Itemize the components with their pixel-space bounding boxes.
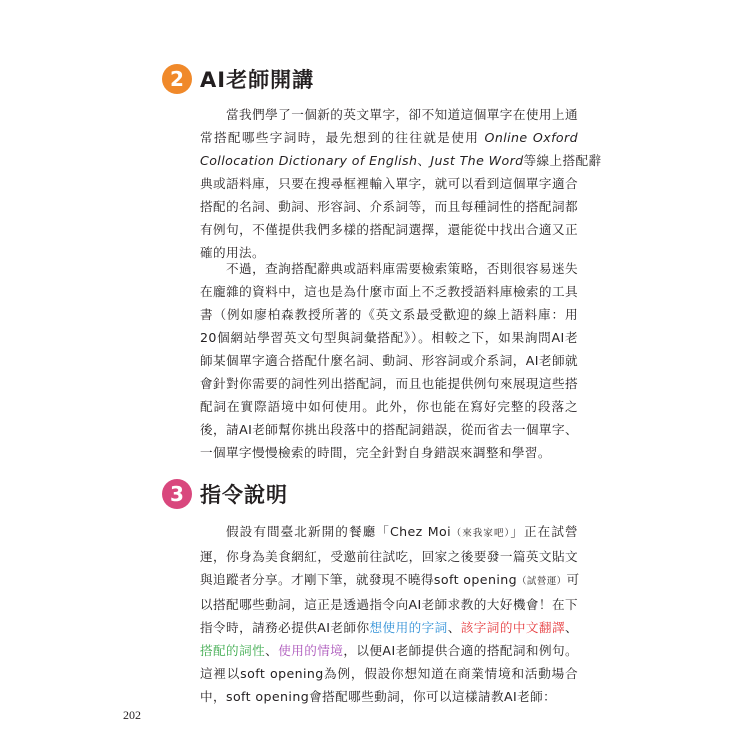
text-line: 後，請AI老師幫你挑出段落中的搭配詞錯誤，從而省去一個單字、 xyxy=(200,422,578,437)
text-line: Collocation Dictionary of English、Just The Word等線上搭配辭 xyxy=(200,153,602,168)
text-line: 假設有間臺北新開的餐廳「Chez Moi（來我家吧）」正在試營 xyxy=(226,524,578,539)
paragraph-1 xyxy=(200,103,602,264)
highlight-context: 使用的情境 xyxy=(278,643,344,658)
page-number: 202 xyxy=(123,708,141,722)
text-line: 當我們學了一個新的英文單字，卻不知道這個單字在使用上通 xyxy=(226,107,578,122)
text-line: 書（例如廖柏森教授所著的《英文系最受歡迎的線上語料庫：用 xyxy=(200,307,578,322)
section-title: AI老師開講 xyxy=(200,68,315,92)
text-line: 與追蹤者分享。才剛下筆，就發現不曉得soft opening（試營運）可 xyxy=(200,572,580,587)
section-number-badge: 2 xyxy=(162,64,192,94)
highlight-part-of-speech: 搭配的詞性 xyxy=(200,643,266,658)
section-2-heading xyxy=(162,64,314,94)
section-title: 指令說明 xyxy=(200,483,288,507)
text-line: 師某個單字適合搭配什麼名詞、動詞、形容詞或介系詞，AI老師就 xyxy=(200,353,578,368)
text-line: 指令時，請務必提供AI老師你想使用的字詞、該字詞的中文翻譯、 xyxy=(200,620,578,635)
section-3-heading xyxy=(162,479,288,509)
text-line: 在龐雜的資料中，這也是為什麼市面上不乏教授語料庫檢索的工具 xyxy=(200,284,578,299)
text-line: 搭配的名詞、動詞、形容詞、介系詞等，而且每種詞性的搭配詞都 xyxy=(200,199,578,214)
text-line: 不過，查詢搭配辭典或語料庫需要檢索策略，否則很容易迷失 xyxy=(226,261,578,276)
text-line: 20個網站學習英文句型與詞彙搭配》）。相較之下，如果詢問AI老 xyxy=(200,330,578,345)
text-line: 會針對你需要的詞性列出搭配詞，而且也能提供例句來展現這些搭 xyxy=(200,376,578,391)
text-line: 這裡以soft opening為例，假設你想知道在商業情境和活動場合 xyxy=(200,666,578,681)
paragraph-2 xyxy=(200,257,578,464)
text-line: 配詞在實際語境中如何使用。此外，你也能在寫好完整的段落之 xyxy=(200,399,578,414)
section-number-badge: 3 xyxy=(162,479,192,509)
text-line: 一個單字慢慢檢索的時間，完全針對自身錯誤來調整和學習。 xyxy=(200,445,551,460)
text-line: 以搭配哪些動詞，這正是透過指令向AI老師求教的大好機會！在下 xyxy=(200,597,578,612)
paragraph-3 xyxy=(200,520,578,708)
text-line: 常搭配哪些字詞時，最先想到的往往就是使用 Online Oxford xyxy=(200,130,578,145)
text-line: 搭配的詞性、使用的情境，以便AI老師提供合適的搭配詞和例句。 xyxy=(200,643,578,658)
text-line: 中，soft opening會搭配哪些動詞，你可以這樣請教AI老師： xyxy=(200,689,557,704)
highlight-word: 想使用的字詞 xyxy=(369,620,448,635)
text-line: 典或語料庫，只要在搜尋框裡輸入單字，就可以看到這個單字適合 xyxy=(200,176,578,191)
text-line: 運，你身為美食網紅，受邀前往試吃，回家之後要發一篇英文貼文 xyxy=(200,549,578,564)
text-line: 有例句，不僅提供我們多樣的搭配詞選擇，還能從中找出合適又正 xyxy=(200,222,578,237)
text-line: 確的用法。 xyxy=(200,245,265,260)
highlight-translation: 該字詞的中文翻譯 xyxy=(460,620,565,635)
